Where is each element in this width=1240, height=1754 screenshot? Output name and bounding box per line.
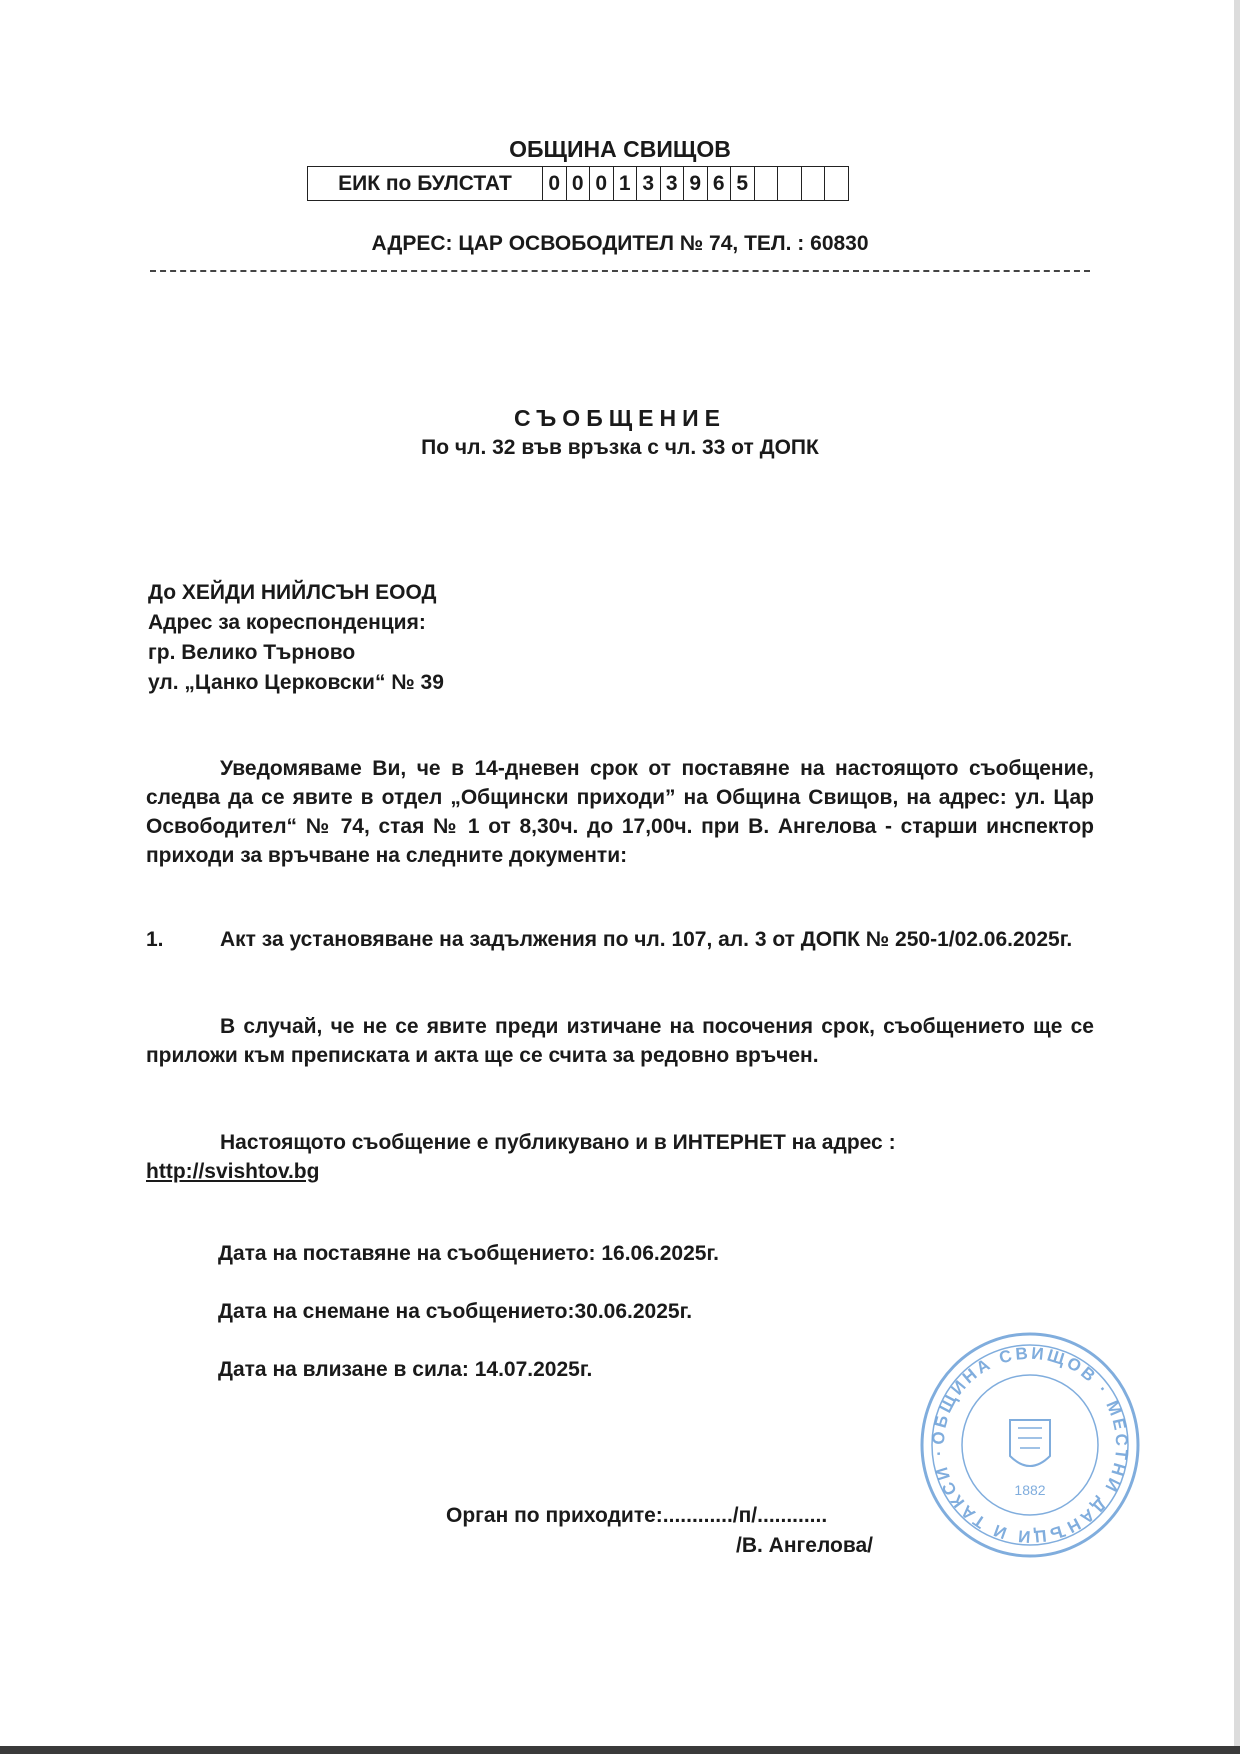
recipient-address-label: Адрес за кореспонденция:: [148, 611, 426, 634]
bulstat-label: ЕИК по БУЛСТАТ: [308, 167, 543, 201]
signer-name: /В. Ангелова/: [736, 1534, 873, 1557]
bulstat-digit: 5: [731, 167, 755, 201]
notice-paragraph: [146, 754, 1094, 870]
document-list-item: [146, 925, 1094, 954]
bulstat-digit: [778, 167, 802, 201]
municipality-name: ОБЩИНА СВИЩОВ: [509, 136, 731, 162]
scan-right-edge: [1234, 0, 1240, 1754]
recipient-name: До ХЕЙДИ НИЙЛСЪН ЕООД: [148, 581, 437, 604]
consequence-paragraph-text: В случай, че не се явите преди изтичане на посочения срок, съобщението ще се приложи към преписката и акта ще се счита за редовно връчен.: [146, 1015, 1094, 1067]
stamp-year: 1882: [1014, 1482, 1046, 1498]
stamp-text: ОБЩИНА СВИЩОВ · МЕСТНИ ДАНЪЦИ И ТАКСИ ·: [928, 1343, 1132, 1547]
recipient-city: гр. Велико Търново: [148, 641, 356, 664]
document-title: СЪОБЩЕНИЕ: [514, 405, 726, 431]
scan-bottom-edge: [0, 1746, 1240, 1754]
svg-text:ОБЩИНА СВИЩОВ · МЕСТНИ ДАНЪЦИ: [929, 1344, 1132, 1547]
bulstat-digit: 0: [566, 167, 590, 201]
bulstat-digit: [825, 167, 849, 201]
posting-date: Дата на поставяне на съобщението: 16.06.2025г.: [218, 1242, 719, 1265]
bulstat-digit: 3: [637, 167, 661, 201]
bulstat-digit: 9: [684, 167, 708, 201]
recipient-block: [148, 578, 444, 698]
bulstat-digit: 3: [660, 167, 684, 201]
bulstat-digit: [754, 167, 778, 201]
bulstat-digit: [801, 167, 825, 201]
consequence-paragraph: [146, 1012, 1094, 1070]
list-item-number: 1.: [146, 928, 164, 951]
bulstat-table: [307, 166, 849, 201]
dashed-divider: [150, 270, 1090, 272]
recipient-street: ул. „Цанко Церковски“ № 39: [148, 671, 444, 694]
effective-date: Дата на влизане в сила: 14.07.2025г.: [218, 1358, 593, 1381]
bulstat-digit: 1: [613, 167, 637, 201]
publication-paragraph-text: Настоящото съобщение е публикувано и в ИНТЕРНЕТ на адрес :: [220, 1131, 896, 1154]
website-link[interactable]: http://svishtov.bg: [146, 1160, 320, 1183]
notice-paragraph-text: Уведомяваме Ви, че в 14-дневен срок от поставяне на настоящото съобщение, следва да се явите в отдел „Общински приходи” на Община Свищов, на адрес: ул. Цар Освободител“ № 74, стая № 1 от 8,30ч. до 17,00ч. при В. Ангелова - старши инспектор приходи за връчване на следните документи:: [146, 757, 1094, 867]
bulstat-digit: 6: [707, 167, 731, 201]
bulstat-digit: 0: [590, 167, 614, 201]
publication-paragraph: [146, 1128, 1094, 1186]
removal-date: Дата на снемане на съобщението:30.06.2025г.: [218, 1300, 693, 1323]
revenue-authority-signature: Орган по приходите:............/п/............: [446, 1504, 828, 1527]
document-subtitle: По чл. 32 във връзка с чл. 33 от ДОПК: [421, 436, 819, 459]
bulstat-digit: 0: [543, 167, 567, 201]
official-stamp: [918, 1330, 1142, 1560]
list-item-text: Акт за установяване на задължения по чл. 107, ал. 3 от ДОПК № 250-1/02.06.2025г.: [220, 928, 1073, 951]
municipality-address: АДРЕС: ЦАР ОСВОБОДИТЕЛ № 74, ТЕЛ. : 60830: [371, 232, 869, 255]
